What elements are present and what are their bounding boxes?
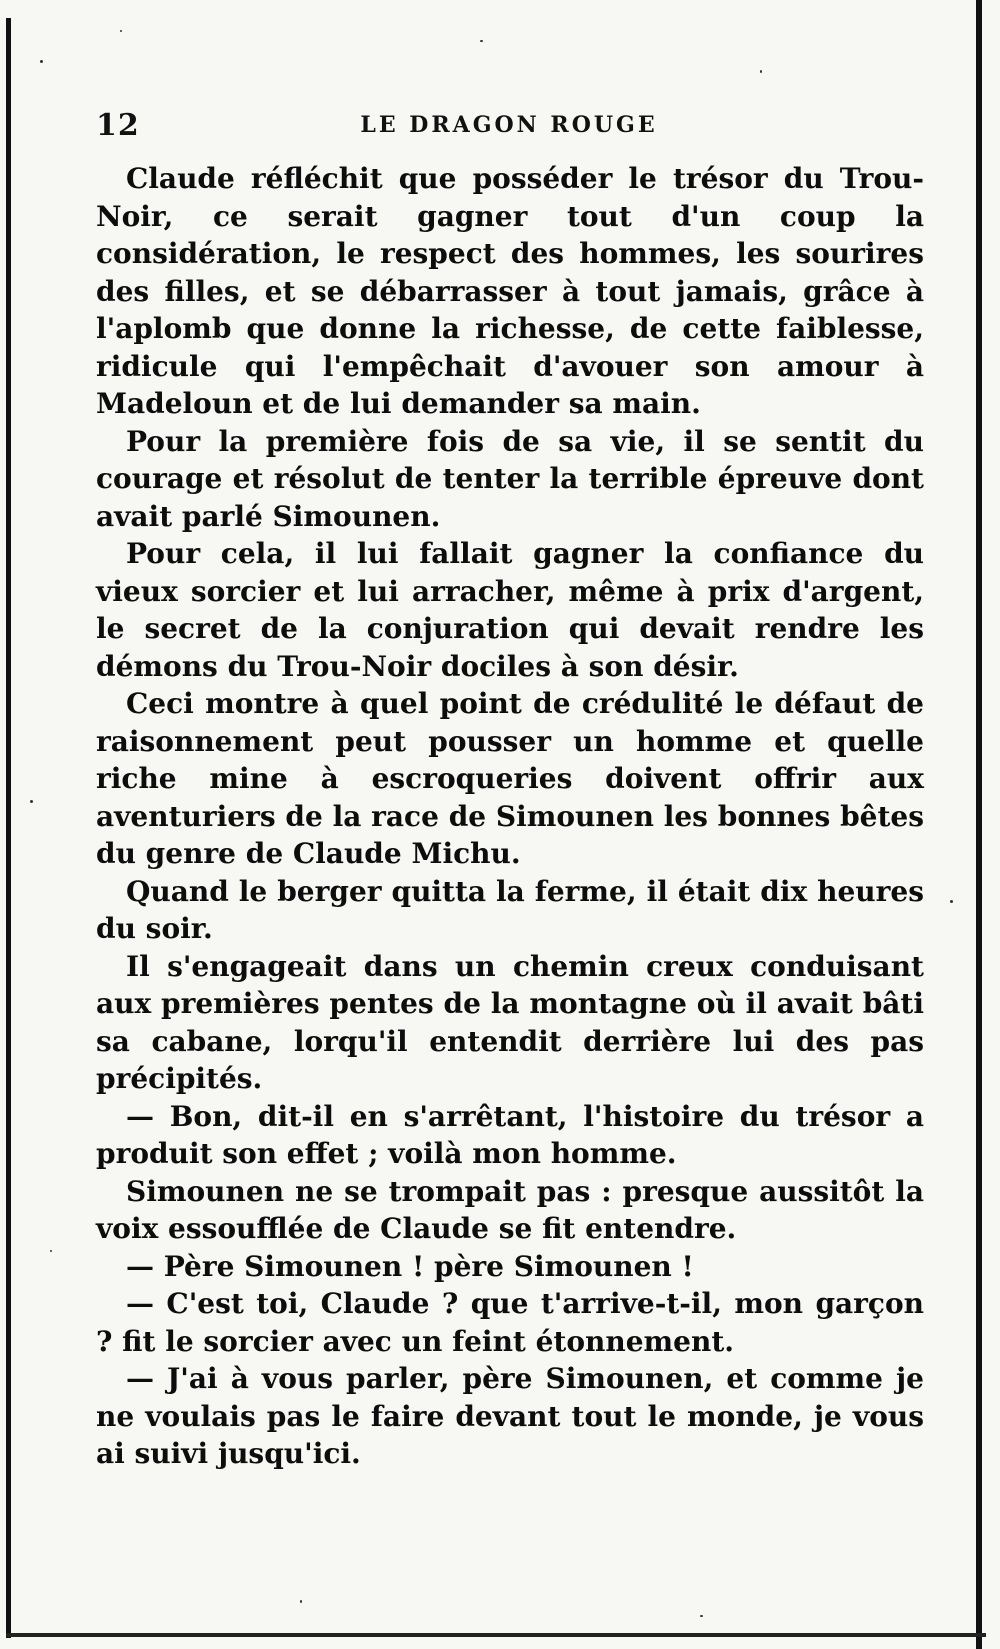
bottom-scan-border xyxy=(6,1633,986,1637)
book-title: LE DRAGON ROUGE xyxy=(360,112,658,138)
scan-speck xyxy=(760,70,762,73)
paragraph: Simounen ne se trompait pas : presque aussitôt la voix essoufflée de Claude se fit entendre. xyxy=(96,1174,924,1245)
scan-speck xyxy=(700,1615,703,1617)
scan-speck xyxy=(950,900,953,903)
page-number: 12 xyxy=(96,108,140,143)
paragraph: — C'est toi, Claude ? que t'arrive-t-il, mon garçon ? fit le sorcier avec un feint étonnement. xyxy=(96,1287,924,1358)
scan-speck xyxy=(30,800,33,803)
paragraph: Pour cela, il lui fallait gagner la confiance du vieux sorcier et lui arracher, même à prix d'argent, le secret de la conjuration qui devait rendre les démons du Trou-Noir dociles à son désir. xyxy=(96,537,924,683)
left-scan-border xyxy=(6,18,11,1638)
paragraph: Claude réfléchit que posséder le trésor du Trou-Noir, ce serait gagner tout d'un coup la considération, le respect des hommes, les sourires des filles, et se débarrasser à tout jamais, grâce à l'aplomb que donne la richesse, de cette faiblesse, ridicule qui l'empêchait d'avouer son amour à Madeloun et de lui demander sa main. xyxy=(96,162,924,420)
scan-speck xyxy=(50,1250,52,1252)
running-head xyxy=(96,108,922,144)
scan-speck xyxy=(480,40,483,42)
paragraph: — Bon, dit-il en s'arrêtant, l'histoire du trésor a produit son effet ; voilà mon homme. xyxy=(96,1099,924,1170)
scan-speck xyxy=(300,1600,302,1603)
paragraph: Quand le berger quitta la ferme, il était dix heures du soir. xyxy=(96,874,924,945)
paragraph: Il s'engageait dans un chemin creux conduisant aux premières pentes de la montagne où il avait bâti sa cabane, lorqu'il entendit derrière lui des pas précipités. xyxy=(96,949,924,1095)
scan-speck xyxy=(120,30,122,32)
paragraph: Pour la première fois de sa vie, il se sentit du courage et résolut de tenter la terrible épreuve dont avait parlé Simounen. xyxy=(96,424,924,533)
right-scan-border xyxy=(976,0,982,1649)
paragraph: — J'ai à vous parler, père Simounen, et comme je ne voulais pas le faire devant tout le monde, je vous ai suivi jusqu'ici. xyxy=(96,1362,924,1470)
paragraph: — Père Simounen ! père Simounen ! xyxy=(126,1249,694,1283)
paragraph: Ceci montre à quel point de crédulité le défaut de raisonnement peut pousser un homme et quelle riche mine à escroqueries doivent offrir aux aventuriers de la race de Simounen les bonnes bêtes du genre de Claude Michu. xyxy=(96,687,924,870)
scan-speck xyxy=(40,60,43,63)
body-text xyxy=(96,160,924,1473)
